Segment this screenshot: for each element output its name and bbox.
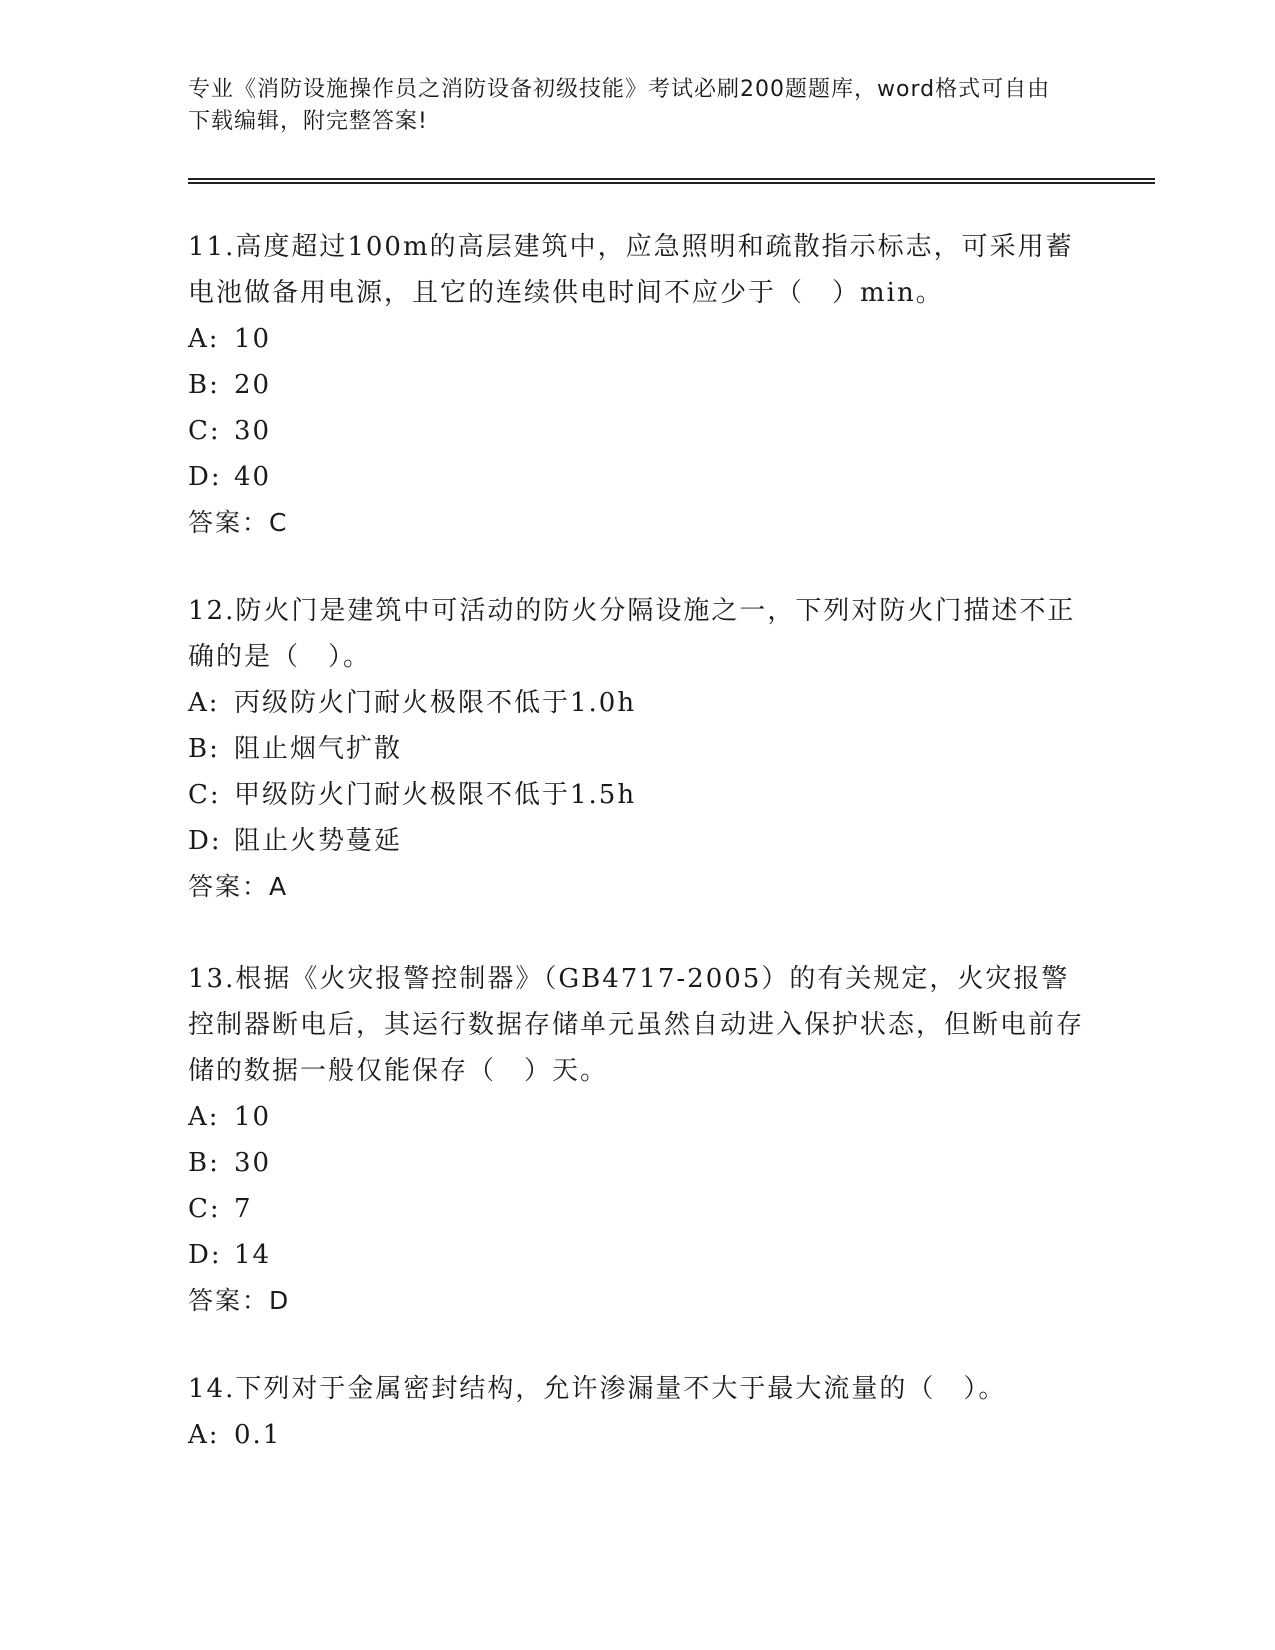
question-13 [188, 956, 1088, 1324]
option-text: 7 [234, 1194, 253, 1224]
answer-line: 答案：C [188, 508, 289, 537]
option-letter: A: [188, 1420, 220, 1450]
option-text: 阻止火势蔓延 [234, 826, 403, 856]
option-a [188, 316, 1088, 362]
option-c [188, 1186, 1088, 1232]
document-header: 专业《消防设施操作员之消防设备初级技能》考试必刷200题题库，word格式可自由下载编辑，附完整答案! [188, 77, 1051, 134]
answer-line: 答案：D [188, 1286, 291, 1315]
question-11 [188, 224, 1088, 546]
question-stem: 12.防火门是建筑中可活动的防火分隔设施之一，下列对防火门描述不正确的是（ ）。 [188, 596, 1076, 672]
option-text: 30 [234, 416, 272, 446]
option-b [188, 1140, 1088, 1186]
option-a [188, 680, 1088, 726]
option-b [188, 362, 1088, 408]
option-d [188, 818, 1088, 864]
option-text: 阻止烟气扩散 [234, 734, 403, 764]
option-text: 40 [234, 462, 272, 492]
option-c [188, 408, 1088, 454]
question-stem: 14.下列对于金属密封结构，允许渗漏量不大于最大流量的（ ）。 [188, 1374, 1007, 1404]
option-letter: D: [188, 1240, 222, 1270]
option-letter: D: [188, 462, 222, 492]
option-letter: C: [188, 780, 221, 810]
option-text: 丙级防火门耐火极限不低于1.0h [234, 688, 637, 718]
option-letter: C: [188, 1194, 221, 1224]
option-text: 0.1 [234, 1420, 282, 1450]
option-text: 甲级防火门耐火极限不低于1.5h [234, 780, 637, 810]
option-letter: B: [188, 1148, 220, 1178]
question-stem: 11.高度超过100m的高层建筑中，应急照明和疏散指示标志，可采用蓄电池做备用电源，且它的连续供电时间不应少于（ ）min。 [188, 232, 1074, 308]
question-14 [188, 1366, 1088, 1458]
option-text: 30 [234, 1148, 272, 1178]
option-a [188, 1412, 1088, 1458]
option-letter: A: [188, 324, 220, 354]
option-letter: A: [188, 688, 220, 718]
option-d [188, 1232, 1088, 1278]
option-text: 10 [234, 1102, 272, 1132]
option-c [188, 772, 1088, 818]
answer-line: 答案：A [188, 872, 289, 901]
option-text: 20 [234, 370, 272, 400]
option-letter: A: [188, 1102, 220, 1132]
option-letter: B: [188, 734, 220, 764]
header-divider [188, 178, 1155, 184]
option-a [188, 1094, 1088, 1140]
question-stem: 13.根据《火灾报警控制器》（GB4717-2005）的有关规定，火灾报警控制器断电后，其运行数据存储单元虽然自动进入保护状态，但断电前存储的数据一般仅能保存（ ）天。 [188, 964, 1085, 1086]
option-d [188, 454, 1088, 500]
option-b [188, 726, 1088, 772]
option-text: 14 [234, 1240, 272, 1270]
option-letter: C: [188, 416, 221, 446]
option-text: 10 [234, 324, 272, 354]
option-letter: D: [188, 826, 222, 856]
question-12 [188, 588, 1088, 910]
option-letter: B: [188, 370, 220, 400]
